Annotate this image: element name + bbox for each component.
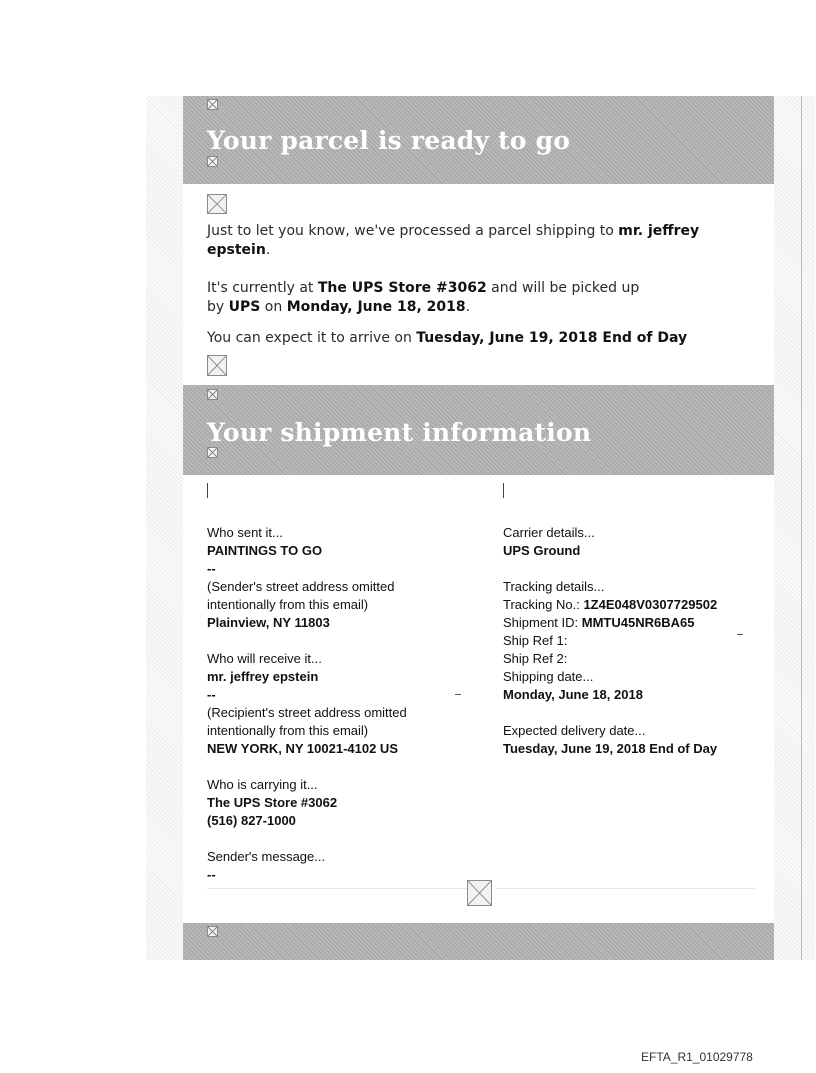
shipment-title: Your shipment information [207, 418, 592, 447]
sender-name: PAINTINGS TO GO [207, 543, 323, 558]
stray-mark [455, 694, 461, 695]
recipient-city-line [207, 740, 407, 758]
sender-separator: -- [207, 561, 216, 576]
carrier-store-name: The UPS Store #3062 [207, 795, 338, 810]
recipient-name-bold: mr. jeffrey epstein [207, 223, 700, 258]
expected-delivery-date: Tuesday, June 19, 2018 End of Day [503, 741, 718, 756]
broken-image-icon [467, 880, 492, 906]
column-marker [503, 483, 504, 498]
tracking-number-line [503, 596, 717, 614]
intro-text: on [260, 299, 287, 315]
broken-image-icon [207, 156, 218, 167]
sender-address-line1: (Sender's street address omitted [207, 579, 395, 594]
recipient-address-line2: intentionally from this email) [207, 723, 369, 738]
broken-image-icon [207, 355, 227, 376]
store-name-bold: The UPS Store #3062 [317, 280, 487, 296]
intro-text: It's currently at [207, 280, 318, 296]
intro-text: . [265, 242, 271, 258]
right-info-column [503, 524, 717, 758]
shipment-id-label: Shipment ID: [503, 615, 582, 630]
right-gutter [773, 96, 815, 960]
broken-image-icon [207, 194, 227, 214]
tracking-details-label: Tracking details... [503, 579, 605, 594]
ship-ref-2: Ship Ref 2: [503, 651, 568, 666]
intro-paragraph-arrival [207, 329, 727, 348]
intro-paragraph-recipient [207, 222, 727, 260]
carrier-bold: UPS [228, 299, 261, 315]
recipient-city: NEW YORK [207, 741, 279, 756]
pickup-date-bold: Monday, June 18, 2018 [286, 299, 466, 315]
sender-address-line2: intentionally from this email) [207, 597, 369, 612]
sender-city: Plainview [207, 615, 266, 630]
broken-image-icon [207, 926, 218, 937]
shipping-date: Monday, June 18, 2018 [503, 687, 643, 702]
broken-image-icon [207, 389, 218, 400]
footer-band [183, 923, 774, 960]
left-info-column [207, 524, 407, 884]
section-divider [495, 888, 755, 889]
broken-image-icon [207, 99, 218, 110]
carrier-label: Who is carrying it... [207, 777, 318, 792]
stray-mark [737, 634, 743, 635]
carrier-details-label: Carrier details... [503, 525, 595, 540]
tracking-number: 1Z4E048V0307729502 [583, 597, 718, 612]
shipping-date-label: Shipping date... [503, 669, 594, 684]
intro-text: and will be picked up by [207, 280, 640, 315]
arrival-date-bold: Tuesday, June 19, 2018 End of Day [416, 330, 688, 346]
recipient-separator: -- [207, 687, 216, 702]
column-marker [207, 483, 208, 498]
ship-ref-1: Ship Ref 1: [503, 633, 568, 648]
intro-text: You can expect it to arrive on [207, 330, 417, 346]
intro-paragraph-store [207, 279, 657, 317]
recipient-address-line1: (Recipient's street address omitted [207, 705, 407, 720]
section-divider [207, 888, 467, 889]
intro-text: Just to let you know, we've processed a parcel shipping to [207, 223, 619, 239]
recipient-state-zip: , NY 10021-4102 US [278, 741, 398, 756]
recipient-name: mr. jeffrey epstein [207, 669, 319, 684]
shipment-id-line [503, 614, 717, 632]
shipment-id: MMTU45NR6BA65 [581, 615, 695, 630]
broken-image-icon [207, 447, 218, 458]
recipient-label: Who will receive it... [207, 651, 322, 666]
message-label: Sender's message... [207, 849, 326, 864]
sender-city-line [207, 614, 407, 632]
expected-delivery-label: Expected delivery date... [503, 723, 646, 738]
message-value: -- [207, 867, 216, 882]
left-gutter [146, 96, 184, 960]
carrier-phone: (516) 827-1000 [207, 813, 296, 828]
sender-state-zip: , NY 11803 [265, 615, 330, 630]
document-code: EFTA_R1_01029778 [641, 1050, 753, 1064]
ready-title: Your parcel is ready to go [207, 126, 571, 155]
sender-label: Who sent it... [207, 525, 283, 540]
carrier-service: UPS Ground [503, 543, 581, 558]
intro-text: . [465, 299, 471, 315]
tracking-number-label: Tracking No.: [503, 597, 584, 612]
